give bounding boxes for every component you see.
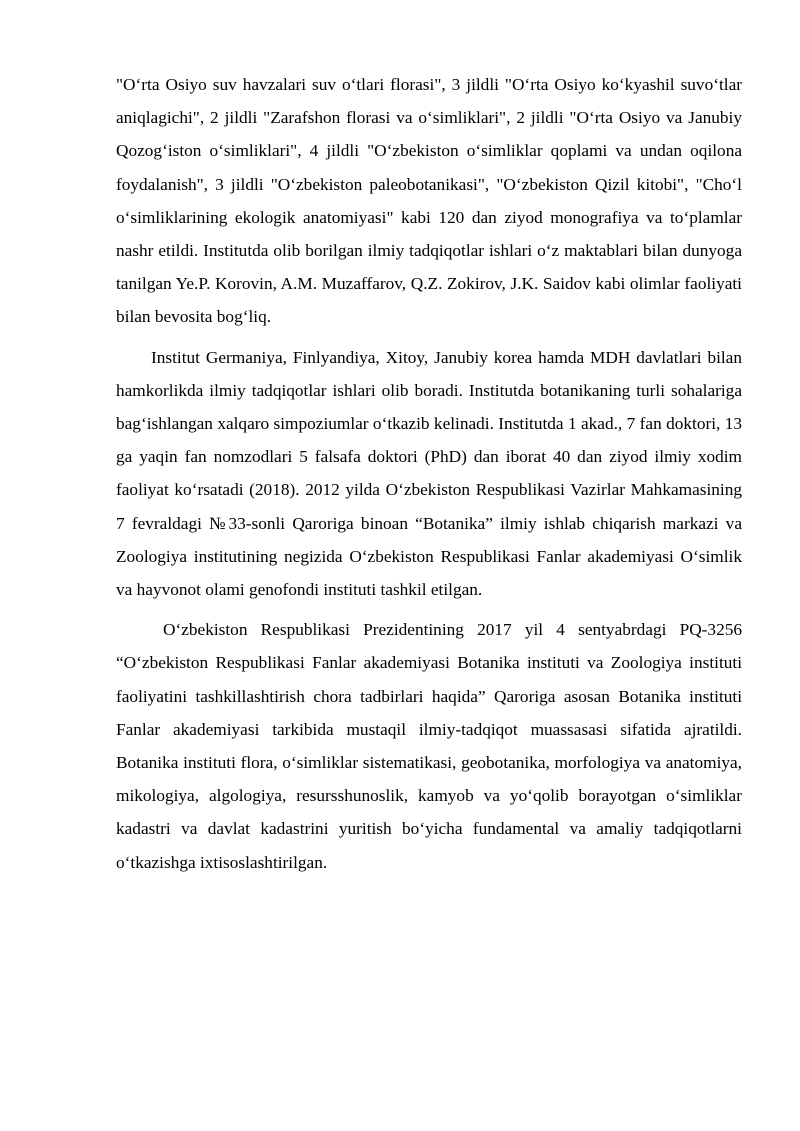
document-page: [116, 68, 742, 879]
paragraph-presidential-decree: O‘zbekiston Respublikasi Prezidentining 2017 yil 4 sentyabrdagi PQ-3256 “O‘zbekiston Respublikasi Fanlar akademiyasi Botanika instituti va Zoologiya instituti faoliyatini tashkillashtirish chora tadbirlari haqida” Qaroriga asosan Botanika instituti Fanlar akademiyasi tarkibida mustaqil ilmiy-tadqiqot muassasasi sifatida ajratildi. Botanika instituti flora, o‘simliklar sistematikasi, geobotanika, morfologiya va anatomiya, mikologiya, algologiya, resursshunoslik, kamyob va yo‘qolib borayotgan o‘simliklar kadastri va davlat kadastrini yuritish bo‘yicha fundamental va amaliy tadqiqotlarni o‘tkazishga ixtisoslashtirilgan.: [116, 620, 742, 872]
paragraph-cooperation: Institut Germaniya, Finlyandiya, Xitoy, Janubiy korea hamda MDH davlatlari bilan hamkorlikda ilmiy tadqiqotlar ishlari olib boradi. Institutda botanikaning turli sohalariga bag‘ishlangan xalqaro simpoziumlar o‘tkazib kelinadi. Institutda 1 akad., 7 fan doktori, 13 ga yaqin fan nomzodlari 5 falsafa doktori (PhD) dan iborat 40 dan ziyod ilmiy xodim faoliyat ko‘rsatadi (2018). 2012 yilda O‘zbekiston Respublikasi Vazirlar Mahkamasining 7 fevraldagi №33-sonli Qaroriga binoan “Botanika” ilmiy ishlab chiqarish markazi va Zoologiya institutining negizida O‘zbekiston Respublikasi Fanlar akademiyasi O‘simlik va hayvonot olami genofondi instituti tashkil etilgan.: [116, 347, 742, 600]
paragraph-publications: "O‘rta Osiyo suv havzalari suv o‘tlari florasi", 3 jildli "O‘rta Osiyo ko‘kyashil suvo‘tlar aniqlagichi", 2 jildli "Zarafshon florasi va o‘simliklari", 2 jildli "O‘rta Osiyo va Janubiy Qozog‘iston o‘simliklari", 4 jildli "O‘zbekiston o‘simliklar qoplami va undan oqilona foydalanish", 3 jildli "O‘zbekiston paleobotanikasi", "O‘zbekiston Qizil kitobi", "Cho‘l o‘simliklarining ekologik anatomiyasi" kabi 120 dan ziyod monografiya va to‘plamlar nashr etildi. Institutda olib borilgan ilmiy tadqiqotlar ishlari o‘z maktablari bilan dunyoga tanilgan Ye.P. Korovin, A.M. Muzaffarov, Q.Z. Zokirov, J.K. Saidov kabi olimlar faoliyati bilan bevosita bog‘liq.: [116, 75, 742, 327]
